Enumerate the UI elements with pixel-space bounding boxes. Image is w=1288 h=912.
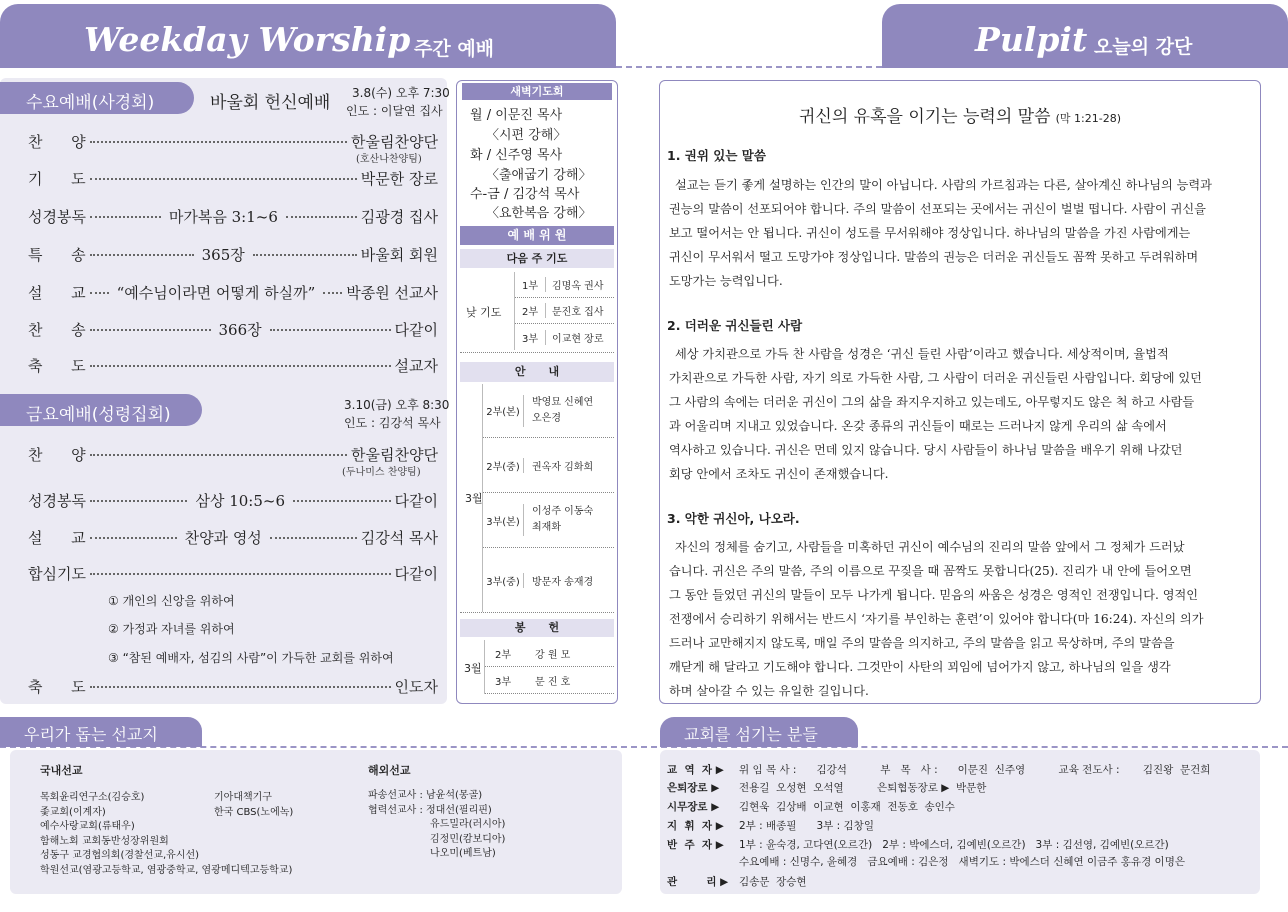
list-item: 함해노회 교회동반성장위원회 <box>40 835 169 847</box>
overseas-title: 해외선교 <box>368 764 411 777</box>
list-item: 학원선교(염광고등학교, 염광중학교, 염광메디텍고등학교) <box>40 864 293 876</box>
table-divider <box>460 352 614 353</box>
list-item: 파송선교사 : 남윤석(몽골) <box>368 790 483 801</box>
prayer-topic: ① 개인의 신앙을 위하여 <box>108 594 235 608</box>
servant-row: 시무장로 ▶ 김현욱 김상배 이교현 이홍재 전동호 송인수 <box>667 801 955 813</box>
servant-row: 반 주 자 ▶ 1부 : 윤숙경, 고다연(오르간) 2부 : 박에스더, 김예빈(오르간) 3부 : 김선영, 김예빈(오르간) <box>667 839 1169 851</box>
guide-row: 3부(중) 방문자 송재경 <box>483 548 614 612</box>
domestic-list-2 <box>214 791 293 820</box>
offering-row: 3부 문 진 호 <box>485 667 614 694</box>
list-item: 예수사랑교회(류태우) <box>40 821 135 832</box>
order-item: 합심기도 다같이 <box>28 565 438 583</box>
sermon-title-line <box>659 102 1261 127</box>
sermon-title: 귀신의 유혹을 이기는 능력의 말씀 <box>799 107 1051 127</box>
offering-month: 3월 <box>464 662 482 675</box>
weekday-subtitle: 주간 예배 <box>414 38 495 60</box>
list-item: 기아대책기구 <box>214 792 272 803</box>
order-item: 찬 양 한울림찬양단 <box>28 446 438 464</box>
order-item: 축 도 설교자 <box>28 357 438 375</box>
prayer-row: 2부 문진호 집사 <box>515 298 614 324</box>
offering-table <box>484 640 614 694</box>
list-item: 한국 CBS(노에녹) <box>214 806 294 818</box>
wednesday-pill: 수요예배(사경회) <box>0 82 194 114</box>
servant-row: 지 휘 자 ▶ 2부 : 배종필 3부 : 김창일 <box>667 820 874 832</box>
servant-row: 교 역 자 ▶ 위 임 목 사 : 김강석 부 목 사 : 이문진 신주영 교육 전도사 : 김진왕 문건희 <box>667 764 1211 776</box>
servant-row: 관 리 ▶ 김송문 장승현 <box>667 876 807 888</box>
sermon-heading: 2. 더러운 귀신들린 사람 <box>667 318 803 333</box>
sermon-heading: 1. 권위 있는 말씀 <box>667 148 766 163</box>
committee-title: 예 배 위 원 <box>460 226 614 245</box>
dawn-line: 화 / 신주영 목사 <box>470 148 563 163</box>
sermon-paragraph: 설교는 듣기 좋게 설명하는 인간의 말이 아닙니다. 사람의 가르침과는 다른, 살아계신 하나님의 능력과 권능의 말씀이 선포되어야 합니다. 주의 말씀이 선포되는 곳에서는 귀신이 벌벌 떱니다. 사람이 귀신을 보고 떨어서는 안 됩니다. 귀신이 성도를 무서워해야 정상입니다. 하나님의 말씀을 가진 사람에게는 귀신이 무서워서 떨고 도망가야 정상입니다. 말씀의 권능은 더러운 귀신들도 꼼짝 못하고 두려워하며 도망가는 능력입니다. <box>669 178 1212 288</box>
sermon-heading: 3. 악한 귀신아, 나오라. <box>667 511 800 526</box>
guide-table <box>482 384 614 612</box>
dawn-line: 수-금 / 김강석 목사 <box>470 187 580 202</box>
sermon-paragraph: 세상 가치관으로 가득 찬 사람을 성경은 ‘귀신 들린 사람’이라고 했습니다. 세상적이며, 율법적 가치관으로 가득한 사람, 자기 의로 가득한 사람, 그 사람이 더러운 귀신들린 사람입니다. 회당에 있던 그 사람의 속에는 더러운 귀신이 그의 삶을 좌지우지하고 있는데도, 아무렇지도 않은 척 하고 사람들 과 어울리며 지내고 있었습니다. 온갖 종류의 귀신들이 때로는 드러나지 않게 우리의 삶 속에서 역사하고 있습니다. 귀신은 먼데 있지 않습니다. 당시 사람들이 하나님 말씀을 배우기 위해 나갔던 회당 안에서 조차도 귀신이 존재했습니다. <box>669 347 1202 481</box>
wednesday-event: 바울회 헌신예배 <box>210 93 331 113</box>
servant-row: 수요예배 : 신명수, 윤혜경 금요예배 : 김은정 새벽기도 : 박에스더 신혜연 이금주 홍유경 이명은 <box>739 856 1185 868</box>
order-item: 설 교 찬양과 영성 김강석 목사 <box>28 529 438 547</box>
list-item: 나오미(베트남) <box>430 848 496 859</box>
order-item: 설 교 “예수님이라면 어떻게 하실까” 박종원 선교사 <box>28 284 439 302</box>
servant-row: 은퇴장로 ▶ 전용길 오성현 오석열 은퇴협동장로 ▶ 박문한 <box>667 782 987 794</box>
order-item: 성경봉독 마가복음 3:1~6 김광경 집사 <box>28 208 439 226</box>
list-item: 김정민(캄보디아) <box>430 833 506 845</box>
offering-row: 2부 강 원 모 <box>485 640 614 667</box>
order-note: (호산나찬양팀) <box>356 154 422 165</box>
overseas-list <box>368 789 505 862</box>
table-divider <box>460 612 614 613</box>
weekday-title: Weekday Worship <box>84 20 411 59</box>
order-item: 기 도 박문한 장로 <box>28 170 438 188</box>
guide-row: 3부(본) 이성주 이동숙 최재화 <box>483 493 614 548</box>
order-item: 성경봉독 삼상 10:5~6 다같이 <box>28 492 438 510</box>
list-item: 유드밀라(러시아) <box>430 819 506 830</box>
missions-tab: 우리가 돕는 선교지 <box>0 717 202 747</box>
dawn-line: 월 / 이문진 목사 <box>470 108 563 123</box>
dawn-line: 〈출애굽기 강해〉 <box>486 168 592 183</box>
prayer-topic: ③ “참된 예배자, 섬김의 사람”이 가득한 교회를 위하여 <box>108 651 394 665</box>
friday-leader: 인도 : 김강석 목사 <box>344 416 441 430</box>
guide-row: 2부(본) 박영묘 신혜연 오은경 <box>483 384 614 438</box>
wednesday-leader: 인도 : 이달연 집사 <box>346 104 443 118</box>
header-divider <box>616 66 882 68</box>
dawn-line: 〈시편 강해〉 <box>486 128 567 143</box>
friday-date: 3.10(금) 오후 8:30 <box>344 398 450 412</box>
list-item: 좇교회(이계자) <box>40 806 106 818</box>
wednesday-date: 3.8(수) 오후 7:30 <box>352 86 450 100</box>
friday-pill: 금요예배(성령집회) <box>0 394 202 426</box>
order-item: 찬 양 한울림찬양단 <box>28 133 438 151</box>
list-item: 성동구 교경협의회(경찰선교,유시선) <box>40 850 200 861</box>
sermon-paragraph: 자신의 정체를 숨기고, 사람들을 미혹하던 귀신이 예수님의 진리의 말씀 앞에서 그 정체가 드러났 습니다. 귀신은 주의 말씀, 주의 이름으로 꾸짖을 때 꼼짝도 못합니다(25). 진리가 내 안에 들어오면 그 동안 들었던 귀신의 말들이 모두 나가게 됩니다. 믿음의 싸움은 성경은 영적인 전쟁입니다. 영적인 전쟁에서 승리하기 위해서는 반드시 ‘자기를 부인하는 훈련’이 있어야 합니다(마 16:24). 자신의 의가 드러나 교만해지지 않도록, 매일 주의 말씀을 의지하고, 주의 말씀을 읽고 묵상하며, 주의 말씀을 깨닫게 해 달라고 기도해야 합니다. 그것만이 사탄의 꾀임에 넘어가지 않고, 하나님의 일을 생각 하며 살아갈 수 있는 유일한 길입니다. <box>669 540 1204 698</box>
order-item: 축 도 인도자 <box>28 678 438 696</box>
dawn-line: 〈요한복음 강해〉 <box>486 206 592 221</box>
servants-tab: 교회를 섬기는 분들 <box>660 717 858 747</box>
guide-month: 3월 <box>465 492 483 505</box>
prayer-table <box>514 272 614 350</box>
dawn-title: 새벽기도회 <box>462 83 612 100</box>
order-note: (두나미스 찬양팀) <box>342 467 421 478</box>
list-item: 목회윤리연구소(김승호) <box>40 792 145 803</box>
order-item: 특 송 365장 바울회 회원 <box>28 246 438 264</box>
prayer-topic: ② 가정과 자녀를 위하여 <box>108 622 235 636</box>
offering-title: 봉 헌 <box>460 619 614 637</box>
next-week-prayer: 다음 주 기도 <box>460 249 614 268</box>
pulpit-title: Pulpit <box>975 20 1088 59</box>
guide-title: 안 내 <box>460 362 614 382</box>
pulpit-subtitle: 오늘의 강단 <box>1094 36 1193 58</box>
order-item: 찬 송 366장 다같이 <box>28 321 439 339</box>
domestic-title: 국내선교 <box>40 764 83 777</box>
sermon-reference: (막 1:21-28) <box>1055 112 1121 125</box>
prayer-label: 낮 기도 <box>466 306 502 319</box>
prayer-row: 1부 김명옥 권사 <box>515 272 614 298</box>
prayer-row: 3부 이교현 장로 <box>515 324 614 350</box>
list-item: 협력선교사 : 정대선(필리핀) <box>368 804 492 816</box>
guide-row: 2부(중) 권옥자 김화희 <box>483 438 614 493</box>
